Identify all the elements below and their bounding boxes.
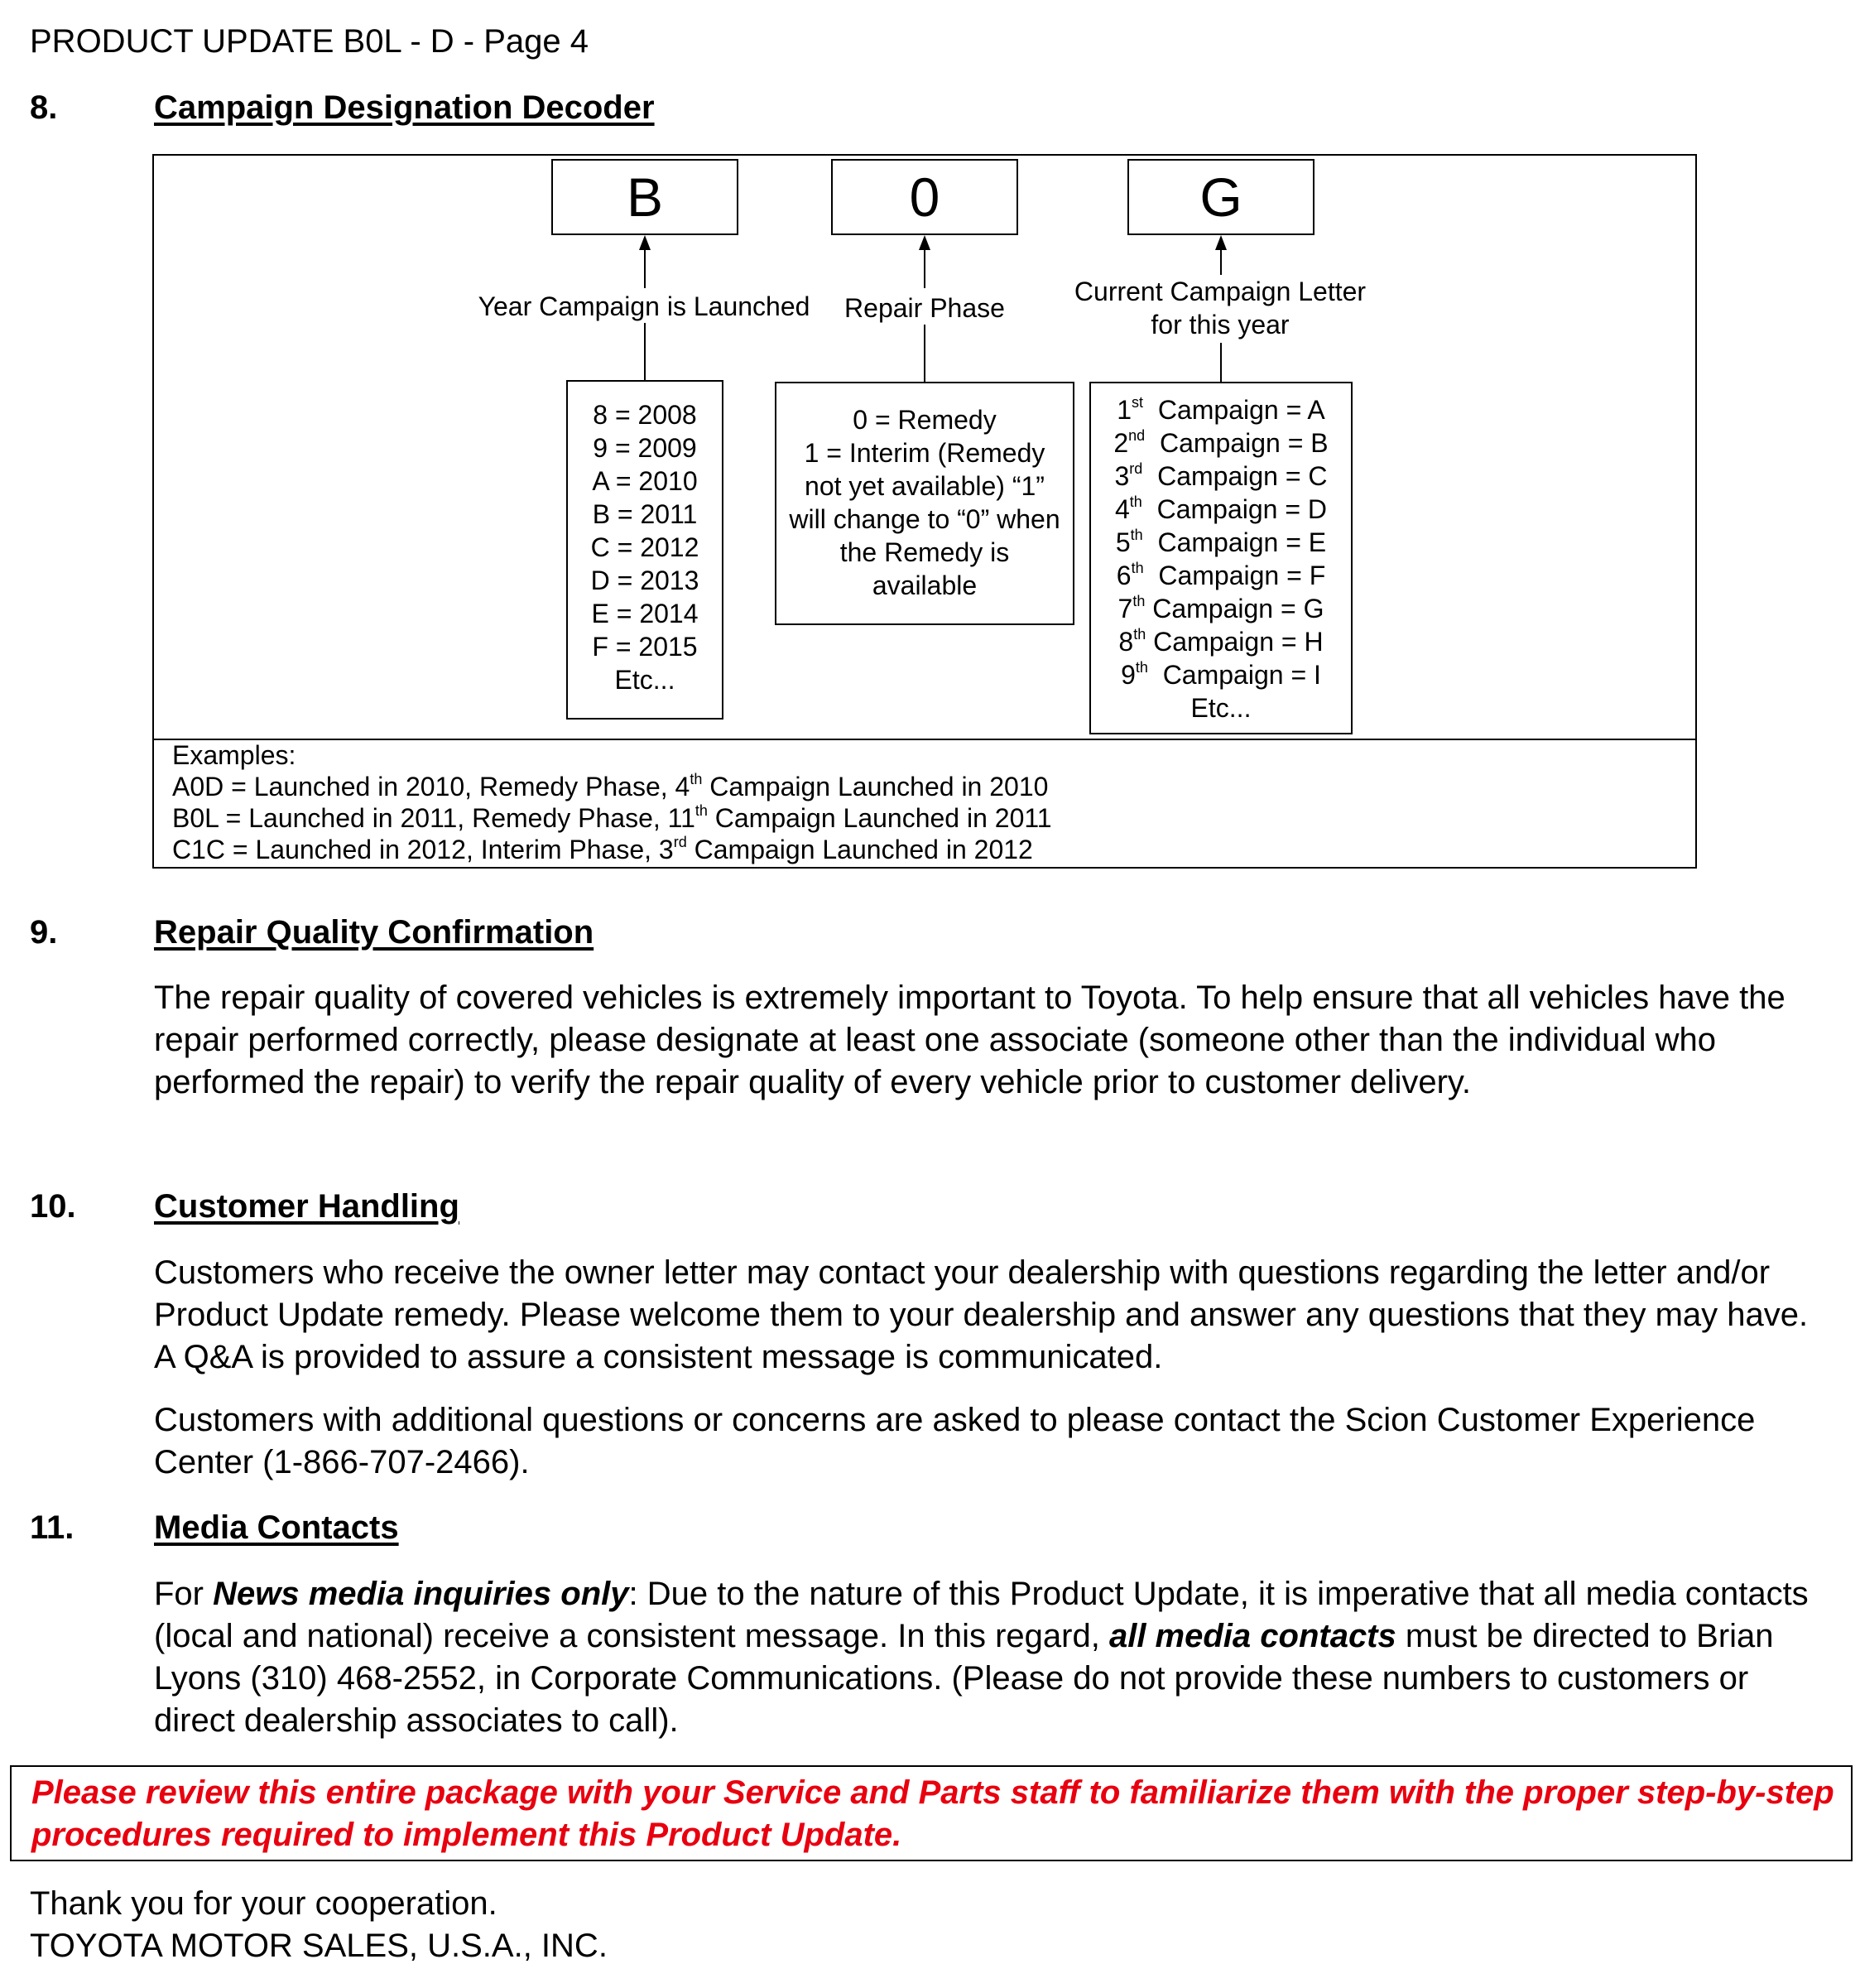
warning-box <box>10 1765 1853 1861</box>
letter-box-phase: 0 <box>831 159 1018 235</box>
label-current-line1: Current Campaign Letter <box>1074 277 1367 306</box>
campaign-item: 7th Campaign = G <box>1117 593 1324 623</box>
year-item: A = 2010 <box>592 466 698 496</box>
year-item: D = 2013 <box>590 566 699 595</box>
warning-text: Please review this entire package with your Service and Parts staff to familiarize them with the proper step-by-step procedures required to implement this Product Update. <box>31 1774 1834 1853</box>
connector-line <box>644 248 646 288</box>
section-10-title: Customer Handling <box>154 1188 459 1225</box>
connector-line <box>924 325 925 383</box>
connector-line <box>644 323 646 381</box>
section-11-number: 11. <box>30 1509 74 1546</box>
example-line: A0D = Launched in 2010, Remedy Phase, 4th Campaign Launched in 2010 <box>172 771 1049 801</box>
closing-thanks: Thank you for your cooperation. <box>30 1885 497 1922</box>
section-9-title: Repair Quality Confirmation <box>154 914 594 951</box>
year-item: E = 2014 <box>591 599 699 628</box>
emphasis-news-media: News media inquiries only <box>213 1576 629 1612</box>
section-11-title: Media Contacts <box>154 1509 399 1546</box>
year-item: Etc... <box>614 665 675 695</box>
connector-line <box>1220 343 1222 383</box>
year-item: 9 = 2009 <box>593 433 697 463</box>
closing-company: TOYOTA MOTOR SALES, U.S.A., INC. <box>30 1928 608 1964</box>
label-current-campaign <box>1050 275 1391 341</box>
campaign-item: 8th Campaign = H <box>1118 626 1324 657</box>
section-8-number: 8. <box>30 89 58 126</box>
phase-item: not yet available) “1” <box>805 471 1045 501</box>
closing-block <box>30 1883 608 1967</box>
section-9-number: 9. <box>30 914 58 951</box>
phase-item: the Remedy is <box>839 537 1010 567</box>
campaign-item: 5th Campaign = E <box>1115 527 1327 557</box>
campaign-item: 4th Campaign = D <box>1114 493 1328 524</box>
campaign-item-etc: Etc... <box>1190 693 1252 723</box>
campaign-item: 9th Campaign = I <box>1121 659 1321 690</box>
year-item: B = 2011 <box>592 499 698 529</box>
campaign-item: 1st Campaign = A <box>1117 394 1325 425</box>
connector-line <box>1220 248 1222 275</box>
section-9-body: The repair quality of covered vehicles is extremely important to Toyota. To help ensure that all vehicles have the repair performed correctly, please designate at least one associate (someone other than the individual who performed the repair) to verify the repair quality of every vehicle prior to customer delivery. <box>154 980 1786 1100</box>
connector-line <box>924 248 925 288</box>
example-line: B0L = Launched in 2011, Remedy Phase, 11th Campaign Launched in 2011 <box>172 802 1052 833</box>
section-10-body-2: Customers with additional questions or concerns are asked to please contact the Scion Customer Experience Center (1-866-707-2466). <box>154 1402 1756 1480</box>
label-year: Year Campaign is Launched <box>478 291 810 321</box>
year-list-box <box>566 380 723 720</box>
examples-block <box>172 739 1052 865</box>
phase-item: available <box>872 570 978 600</box>
year-item: C = 2012 <box>590 532 699 562</box>
year-item: F = 2015 <box>592 632 698 662</box>
campaign-item: 2nd Campaign = B <box>1113 427 1329 458</box>
label-current-line2: for this year <box>1151 310 1290 339</box>
letter-box-campaign: G <box>1127 159 1314 235</box>
section-8-title: Campaign Designation Decoder <box>154 89 655 126</box>
page-header: PRODUCT UPDATE B0L - D - Page 4 <box>30 23 589 60</box>
examples-label: Examples: <box>172 740 296 770</box>
phase-item: 0 = Remedy <box>853 405 997 435</box>
emphasis-all-media: all media contacts <box>1108 1618 1396 1654</box>
phase-item: 1 = Interim (Remedy <box>804 438 1045 468</box>
phase-item: will change to “0” when <box>789 504 1060 534</box>
section-10-body-1: Customers who receive the owner letter may contact your dealership with questions regarding the letter and/or Product Update remedy. Please welcome them to your dealership and answer any questions that they may have. A Q&A is provided to assure a consistent message is communicated. <box>154 1254 1809 1375</box>
letter-box-year: B <box>551 159 738 235</box>
section-11-body: For News media inquiries only: Due to the nature of this Product Update, it is imperative that all media contacts (local and national) receive a consistent message. In this regard, all media contacts must be directed to Brian Lyons (310) 468-2552, in Corporate Communications. (Please do not provide these numbers to customers or direct dealership associates to call). <box>154 1576 1809 1739</box>
campaign-item: 6th Campaign = F <box>1116 560 1326 590</box>
example-line: C1C = Launched in 2012, Interim Phase, 3rd Campaign Launched in 2012 <box>172 834 1033 864</box>
campaign-item: 3rd Campaign = C <box>1114 460 1328 491</box>
year-item: 8 = 2008 <box>593 400 697 430</box>
phase-list-box <box>775 382 1074 625</box>
label-phase: Repair Phase <box>844 293 1005 323</box>
section-10-number: 10. <box>30 1188 76 1225</box>
campaign-list-box <box>1089 382 1353 734</box>
